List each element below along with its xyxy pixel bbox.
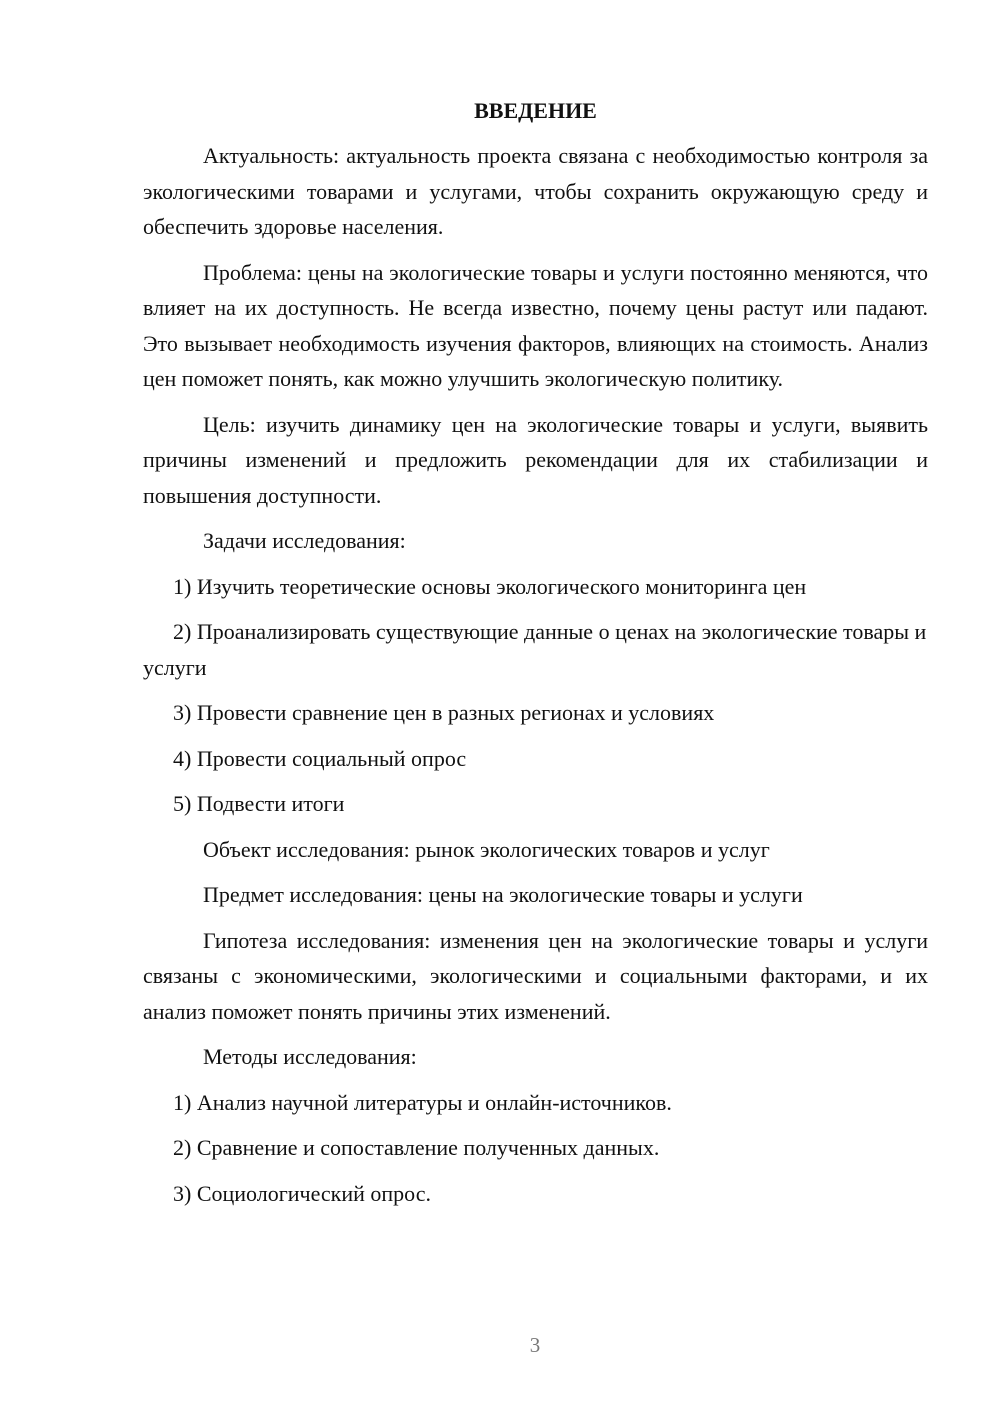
task-item: 3) Провести сравнение цен в разных регионах и условиях xyxy=(173,700,715,725)
document-body xyxy=(143,96,928,1221)
section-title: ВВЕДЕНИЕ xyxy=(474,98,597,123)
task-item: 1) Изучить теоретические основы экологического мониторинга цен xyxy=(173,573,807,599)
method-item: 1) Анализ научной литературы и онлайн-источников. xyxy=(173,1089,672,1115)
hypothesis-paragraph: Гипотеза исследования: изменения цен на экологические товары и услуги связаны с экономическими, экологическими и социальными факторами, и их анализ поможет понять причины этих изменений. xyxy=(143,927,928,1024)
problem-paragraph: Проблема: цены на экологические товары и услуги постоянно меняются, что влияет на их доступность. Не всегда известно, почему цены растут или падают. Это вызывает необходимость изучения факторов, влияющих на стоимость. Анализ цен поможет понять, как можно улучшить экологическую политику. xyxy=(143,259,928,391)
object-paragraph: Объект исследования: рынок экологических товаров и услуг xyxy=(203,836,770,862)
subject-paragraph: Предмет исследования: цены на экологические товары и услуги xyxy=(203,882,803,907)
methods-heading: Методы исследования: xyxy=(203,1044,417,1069)
task-item: 4) Провести социальный опрос xyxy=(173,745,467,771)
goal-paragraph: Цель: изучить динамику цен на экологические товары и услуги, выявить причины изменений и предложить рекомендации для их стабилизации и повышения доступности. xyxy=(143,411,928,508)
method-item: 2) Сравнение и сопоставление полученных данных. xyxy=(173,1135,660,1160)
page-number: 3 xyxy=(529,1333,541,1357)
relevance-paragraph: Актуальность: актуальность проекта связана с необходимостью контроля за экологическими товарами и услугами, чтобы сохранить окружающую среду и обеспечить здоровье населения. xyxy=(143,143,928,239)
method-item: 3) Социологический опрос. xyxy=(173,1180,431,1206)
task-item: 2) Проанализировать существующие данные о ценах на экологические товары и услуги xyxy=(143,619,927,680)
task-item: 5) Подвести итоги xyxy=(173,791,345,816)
tasks-heading: Задачи исследования: xyxy=(203,528,406,553)
